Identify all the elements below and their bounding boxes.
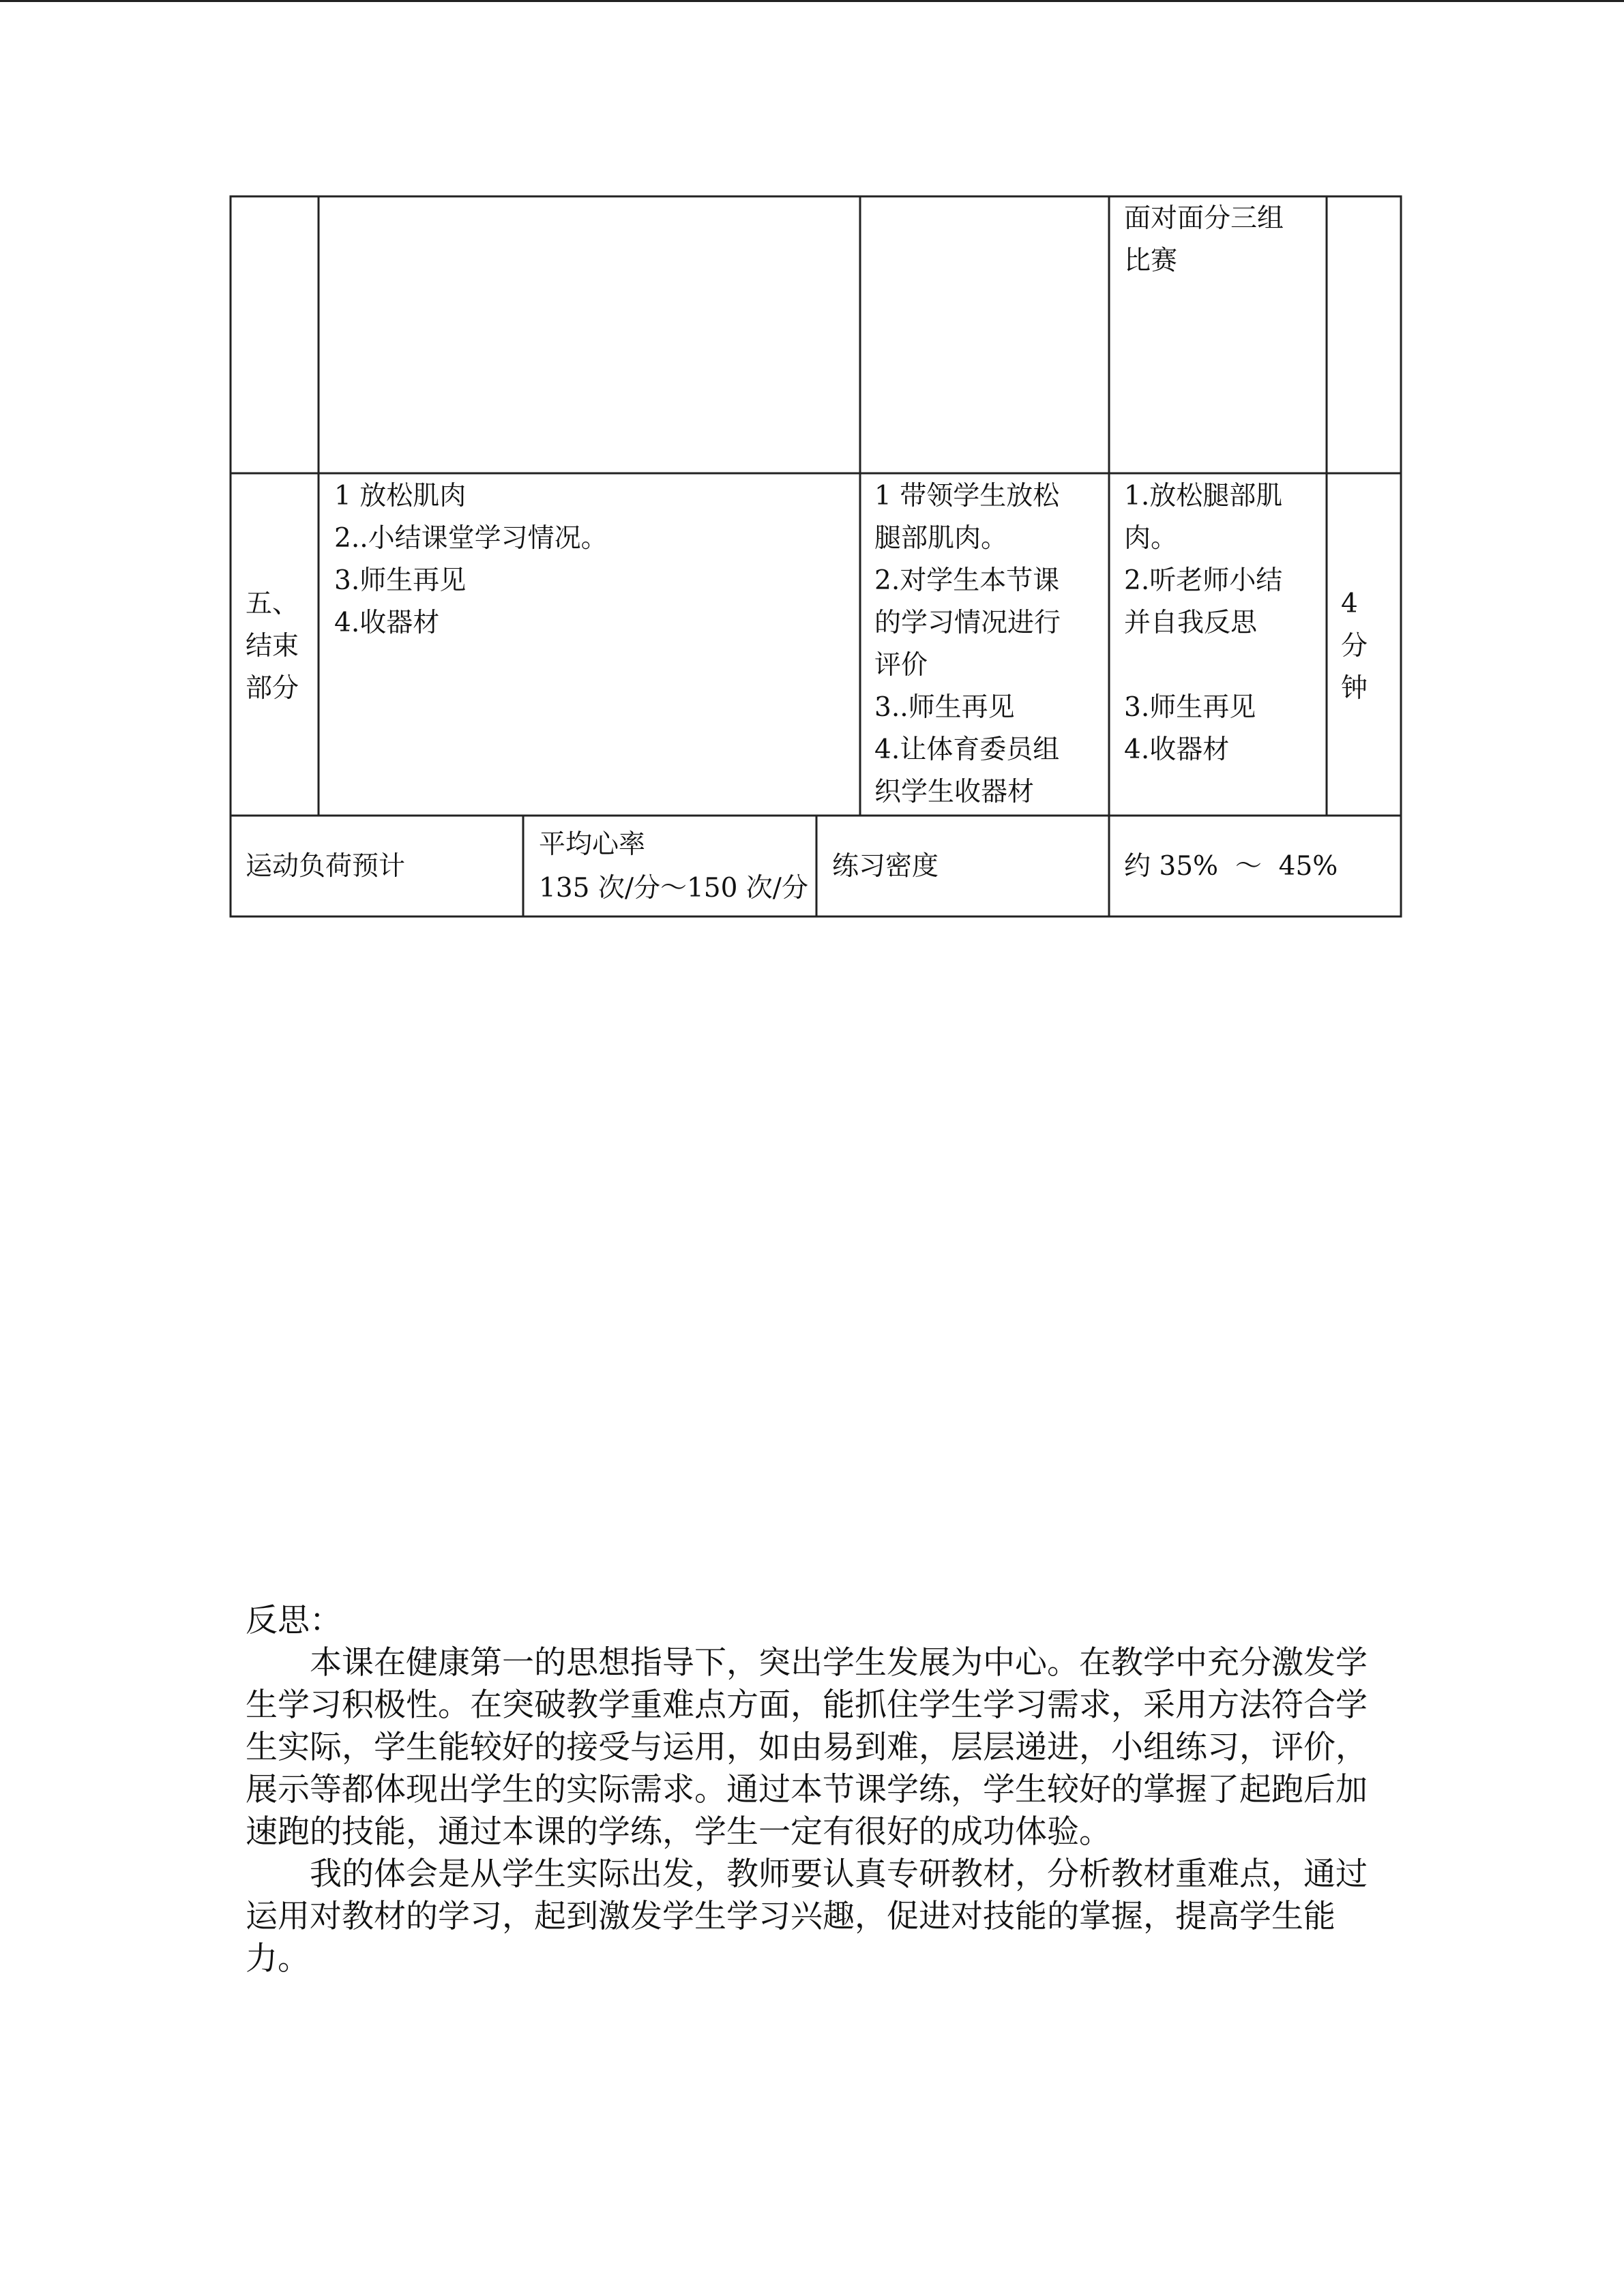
reflection-heading: 反思：	[246, 1602, 342, 1639]
reflection-paragraph: 我的体会是从学生实际出发，教师要认真专研教材，分析教材重难点，通过运用对教材的学习，起到激发学生学习兴趣，促进对技能的掌握，提高学生能力。	[246, 1855, 1368, 1978]
teacher-line: 织学生收器材	[874, 777, 1035, 807]
density-label: 练习密度	[832, 851, 939, 882]
reflection-section	[246, 1600, 1371, 1980]
teacher-line: 4.让体育委员组	[874, 734, 1060, 765]
continued-student-line: 比赛	[1124, 245, 1178, 276]
student-line: 肉。	[1124, 523, 1178, 554]
heart-rate-value: 135 次/分～150 次/分	[539, 873, 808, 904]
heart-rate-label: 平均心率	[539, 829, 646, 860]
load-label: 运动负荷预计	[246, 851, 406, 882]
content-line: 3.师生再见	[334, 565, 467, 596]
time-line: 4	[1341, 588, 1358, 619]
student-line: 3.师生再见	[1124, 692, 1256, 723]
teacher-line: 的学习情况进行	[874, 608, 1061, 638]
time-line: 钟	[1341, 673, 1368, 704]
section-label-line: 五、	[246, 588, 299, 619]
teacher-line: 3..师生再见	[874, 692, 1015, 723]
continued-student-line: 面对面分三组	[1124, 203, 1284, 234]
teacher-line: 腿部肌肉。	[874, 523, 1008, 554]
teacher-line: 1 带领学生放松	[874, 481, 1060, 511]
content-line: 4.收器材	[334, 608, 440, 638]
reflection-paragraph: 本课在健康第一的思想指导下，突出学生发展为中心。在教学中充分激发学生学习积极性。在突破教学重难点方面，能抓住学生学习需求，采用方法符合学生实际，学生能较好的接受与运用，如由易到难，层层递进，小组练习，评价，展示等都体现出学生的实际需求。通过本节课学练，学生较好的掌握了起跑后加速跑的技能，通过本课的学练，学生一定有很好的成功体验。	[246, 1644, 1368, 1851]
section-label-line: 部分	[246, 673, 299, 704]
density-value: 约 35% ～ 45%	[1124, 851, 1338, 882]
content-line: 1 放松肌肉	[334, 481, 467, 511]
teacher-line: 评价	[874, 650, 928, 681]
student-line: 并自我反思	[1124, 608, 1258, 638]
time-line: 分	[1341, 631, 1368, 661]
section-label-line: 结束	[246, 631, 299, 661]
content-line: 2..小结课堂学习情况。	[334, 523, 608, 554]
student-line: 2.听老师小结	[1124, 565, 1283, 596]
teacher-line: 2.对学生本节课	[874, 565, 1060, 596]
student-line: 4.收器材	[1124, 734, 1230, 765]
student-line: 1.放松腿部肌	[1124, 481, 1283, 511]
